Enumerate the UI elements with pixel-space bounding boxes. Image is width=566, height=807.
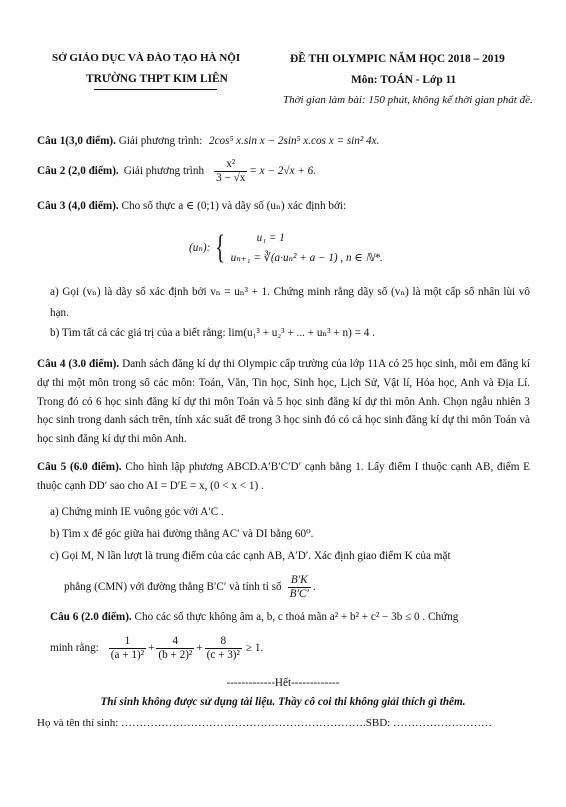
left-brace: { [215,229,226,266]
question-6 [50,610,458,624]
question-3 [37,199,346,213]
question-2-rhs: = x − 2√x + 6. [249,165,317,177]
question-1-text: Giải phương trình: [118,135,203,147]
sequence-name: (uₙ): [189,242,211,254]
school-underline [94,89,217,90]
question-2-numerator: x² [214,158,247,172]
question-6-text: Cho các số thực không âm a, b, c thoả mãn a² + b² + c² − 3b ≤ 0 . Chứng [134,611,459,623]
question-4 [37,355,530,449]
fraction-1-den: (a + 1)² [110,648,145,661]
fraction-1 [109,635,146,662]
fraction-3-den: (c + 3)² [206,648,240,661]
school-name: TRƯỜNG THPT KIM LIÊN [86,73,228,85]
exam-title: ĐỀ THI OLYMPIC NĂM HỌC 2018 – 2019 [290,53,505,65]
fraction-2-den: (b + 2)² [158,648,193,661]
question-2 [37,154,316,188]
question-3-system [189,226,383,270]
fraction-2 [156,635,194,662]
question-5a: a) Chứng minh IE vuông góc với A′C . [50,506,224,518]
exam-note: Thí sinh không được sử dụng tài liệu. Thầy cô coi thi không giải thích gì thêm. [100,696,466,708]
question-5-label: Câu 5 (6.0 điểm). [37,461,122,473]
ratio-end: . [312,581,316,593]
question-2-text: Giải phương trình [123,165,205,177]
question-3-label: Câu 3 (4,0 điểm). [37,200,119,212]
fraction-3-num: 8 [205,635,242,649]
end-marker: -------------Hết------------- [226,677,340,689]
question-3a: a) Gọi (vₙ) là dãy số xác định bởi vₙ = uₙ³ + 1. Chứng minh rằng dãy số (vₙ) là một cấp số nhân lùi vô hạn. [50,286,530,319]
question-6-text2: minh rằng: [50,642,99,654]
question-5 [37,458,530,496]
fraction-1-num: 1 [109,635,146,649]
ratio-numerator: B′K [288,574,311,588]
question-5c: c) Gọi M, N lần lượt là trung điểm của các cạnh AB, A′D′. Xác định giao điểm K của mặt [50,550,451,562]
question-4-text: Danh sách đăng kí dự thi Olympic cấp trường của lớp 11A có 25 học sinh, mỗi em đăng kí dự thi một môn trong số các môn: Toán, Văn, Tin học, Sinh học, Lịch Sử, Vật lí, Hóa học, Anh và Địa Lí. Trong đó có 6 học sinh đăng kí dự thi môn Toán và 5 học sinh đăng kí dự thi môn Anh. Chọn ngẫu nhiên 3 học sinh trong danh sách trên, tính xác suất để trong 3 học sinh đó có cả học sinh đăng kí dự thi môn Toán và học sinh đăng kí dự thi môn Anh. [37,358,530,446]
inequality-end: ≥ 1. [245,642,264,654]
plus-sign-1: + [148,642,155,654]
fraction-2-num: 4 [156,635,194,649]
question-3b: b) Tìm tất cả các giá trị của a biết rằng: lim(u₁³ + u₂³ + ... + uₙ³ + n) = 4 . [50,327,375,339]
ratio-fraction [288,574,311,601]
question-1-equation: 2cos⁵ x.sin x − 2sin⁵ x.cos x = sin² 4x. [208,135,380,147]
candidate-info: Họ và tên thí sinh: ………………………………………………………….SBD: ……………………… [37,717,492,729]
fraction-3 [205,635,242,662]
question-2-fraction [214,158,247,185]
question-2-denominator: 3 − √x [216,171,246,184]
question-5c-line2 [64,570,316,604]
system-line-1: u₁ = 1 [256,232,285,244]
question-5b: b) Tìm x để góc giữa hai đường thẳng AC′ và DI bằng 60⁰. [50,528,314,540]
time-note: Thời gian làm bài: 150 phút, không kể thời gian phát đề. [283,94,533,106]
question-5-text: Cho hình lập phương ABCD.A′B′C′D′ cạnh bằng 1. Lấy điểm I thuộc cạnh AB, điểm E thuộc cạnh DD′ sao cho AI = D′E = x, (0 < x < 1) . [37,461,531,493]
question-6-inequality [50,630,263,666]
system-line-2: uₙ₊₁ = ∛(a·uₙ² + a − 1) , n ∈ ℕ*. [230,252,383,264]
question-1 [37,134,379,148]
question-6-label: Câu 6 (2.0 điểm). [50,611,132,623]
question-4-label: Câu 4 (3.0 điểm). [37,358,120,370]
exam-subject: Môn: TOÁN - Lớp 11 [351,74,457,86]
plus-sign-2: + [196,642,203,654]
question-3-text: Cho số thực a ∈ (0;1) và dãy số (uₙ) xác định bởi: [121,200,347,212]
question-5c-text: phẳng (CMN) với đường thẳng B′C′ và tính tỉ số [64,581,282,593]
ratio-denominator: B′C′ [289,587,309,600]
question-2-label: Câu 2 (2,0 điểm). [37,165,119,177]
department-name: SỞ GIÁO DỤC VÀ ĐÀO TẠO HÀ NỘI [52,52,241,64]
question-1-label: Câu 1(3,0 điểm). [37,135,116,147]
